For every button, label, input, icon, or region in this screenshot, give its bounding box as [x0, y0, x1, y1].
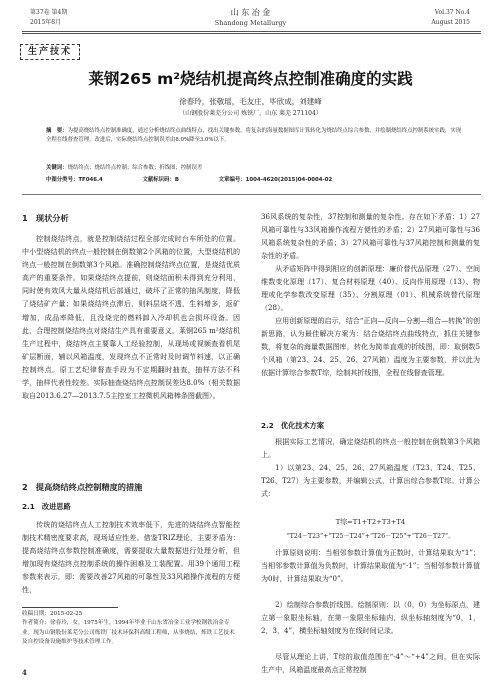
column-tag: 生产技术: [20, 44, 80, 60]
section-1-paragraph: 控制烧结终点，就是控制烧结过程全部完成时台车所处的位置。中小型烧结机的终点一般控制在倒数第2个风箱的位置，大型烧结机的终点一般控制在倒数第3个风箱。准确控制烧结终点位置，是烧结优质高产的重要条件。如果烧结终点提前，则烧结面积未得到充分利用，同时使有效风大量从烧结机后部通过，破坏了正常的抽风制度，降低了烧结矿产量；如果烧结终点滞后，则料层烧不透，生料增多，返矿增加，成品率降低，且没烧完的燃料卸入冷却机也会损坏设备。因此，合理控制烧结终点对烧结生产具有重要意义。莱钢265 m²烧结机生产过程中，烧结终点主要靠人工经验控制，从现场或视频查看机尾矿层断面，辅以风箱温度，发现终点不正常时及时调节料速，以正确控制终点。原工艺纪律督查手段为不定期翻时抽查，抽样方法不科学，抽样代表性较差。实际抽查烧结终点控制误差达8.0%（相关数据取自2013.6.27—2013.7.5主控室工控微机风箱棒条图截图）。: [22, 234, 240, 401]
footnote: 收稿日期：2015-02-25 作者简介：徐春玲，女，1975年生，1994年毕业于山东省冶金工业学校钢铁冶金专业。现为山钢股份莱芜分公司炼铁厂技术环保科高级工程师，从事烧结、炼铁工艺技术及自控设备设施维护等技术管理工作。: [22, 611, 235, 646]
paragraph-rules: 计算原则说明：当相邻参数计算值为正数时，计算结果取为“1”；当相邻参数计算值为负数时，计算结果取值为“-1”；当相邻参数计算值为0时，计算结果取为“0”。: [261, 548, 480, 584]
keywords-text: 烧结终点；烧结终点控制；综合参数；折线图；控制误差: [67, 165, 203, 171]
header-date-cn: 2015年8月: [30, 19, 62, 26]
section-2-1-paragraph: 传统的烧结终点人工控制技术效率低下，先进的烧结终点智能控制技术精密度要求高，现场适应性差。借鉴TRIZ理论，主要矛盾为：提高烧结终点参数控制准确度，需要提取大量数据进行处理分析，但增加现有烧结终点控制系统的操作困难及工装配置。用39个通用工程参数来表示，即：需要改善27风箱的可靠性及33风箱操作流程的方便性，: [22, 520, 240, 595]
article-number: 文章编号：1004-4620(2015)04-0004-02: [218, 177, 333, 183]
formula-sum: T综=T1+T2+T3+T4: [335, 518, 406, 526]
paragraph-principles: 从矛盾矩阵中得到相应的创新原理：廉价替代品原理（27）、空间维数变化原理（17）、复合材料原理（40）、反向作用原理（13）、物理或化学参数改变原理（35）、分割原理（01）、机械系统替代原理（28）。: [261, 264, 480, 313]
formula-terms: “T24－T23”+“T25－T24”+“T26－T25”+“T26－T27”。: [286, 533, 455, 540]
article-authors: 徐春玲，张敬瑶，毛友庄，毕欣成，刘建峰: [179, 97, 322, 106]
header-journal-cn: 山 东 冶 金: [230, 8, 271, 17]
paragraph-endpoint: 根据实际工艺情况，确定烧结机的终点一般控制在倒数第3个风箱上。: [261, 437, 480, 460]
paragraph-range: 尽管从理论上讲，T综的取值范围在“-4”～“+4”之间，但在实际生产中，风箱温度最高点正常控制: [261, 652, 480, 675]
paragraph-step-1: 1）以第23、24、25、26、27风箱温度（T23、T24、T25、T26、T27）为主要参数，并编辑公式，计算出综合参数T综。计算公式：: [261, 463, 480, 499]
keywords-label: 关键词：: [46, 165, 68, 171]
header-journal-en: Shandong Metallurgy: [214, 19, 287, 27]
footnote-rule: [22, 607, 118, 608]
keywords: [46, 164, 462, 173]
paragraph-solution: 应用创新原理的启示，结合“正向—反向—分割—组合—转换”的创新思路，认为最佳解决方案为：结合烧结终点曲线特点，抓住关键参数，将复杂的海量数据图库，转化为简单直观的折线图，即：取倒数5个风箱（第23、24、25、26、27风箱）温度为主要参数，并以此为依据计算综合参数T综，绘制其折线图，全程在线督查管理。: [261, 316, 480, 378]
abstract: [46, 127, 462, 144]
abstract-label: 摘 要：: [46, 128, 68, 134]
header-rule: [22, 33, 481, 34]
section-2-2-heading: 2.2 优化技术方案: [261, 421, 325, 430]
document-code: 文献标识码：B: [142, 177, 179, 183]
header-volume-cn: 第37卷 第4期: [30, 9, 68, 16]
article-title: 莱钢265 m²烧结机提高终点控制准确度的实践: [88, 70, 413, 88]
classification-line: [46, 176, 462, 185]
section-2-1-heading: 2.1 改进思路: [22, 502, 71, 511]
divider: [22, 194, 481, 195]
page-number: 4: [22, 668, 27, 677]
section-1-heading: 1 现状分析: [22, 213, 69, 223]
header-date-en: August 2015: [431, 19, 470, 26]
clc-number: 中图分类号：TF046.4: [46, 177, 103, 183]
abstract-text: 为提高烧结终点控制准确度，通过分析烧结终点曲线特点，找出关键参数，将复杂的海量数据图库计算转化为烧结终点综合参数，并绘制烧结终点控制系统实践，实现全程在线督查管理。改进后，实际烧结终点控制误差由8.0%降至3.0%以下。: [46, 128, 462, 143]
header-rule: [22, 31, 481, 32]
paragraph-contradictions: 36风系统的复杂性，37控制和测量的复杂性。存在如下矛盾：1）27风箱可靠性与33风箱操作流程方便性的矛盾；2）27风箱可靠性与36风箱系统复杂性的矛盾；3）27风箱可靠性与37风箱控制和测量的复杂性的矛盾。: [261, 212, 480, 261]
paragraph-step-2: 2）绘制综合参数折线图。绘制原则：以（0，0）为坐标原点，建立第一象限坐标轴，在第一象限坐标轴内，纵坐标轴刻度为“0，1，2，3，4”，横坐标轴刻度为在线时间记录。: [261, 600, 480, 636]
header-volume-en: Vol.37 No.4: [434, 9, 470, 16]
section-2-heading: 2 提高烧结终点控制精度的措施: [22, 482, 143, 492]
article-affiliation: （山钢股份莱芜分公司 炼铁厂，山东 莱芜 271104）: [179, 110, 322, 117]
